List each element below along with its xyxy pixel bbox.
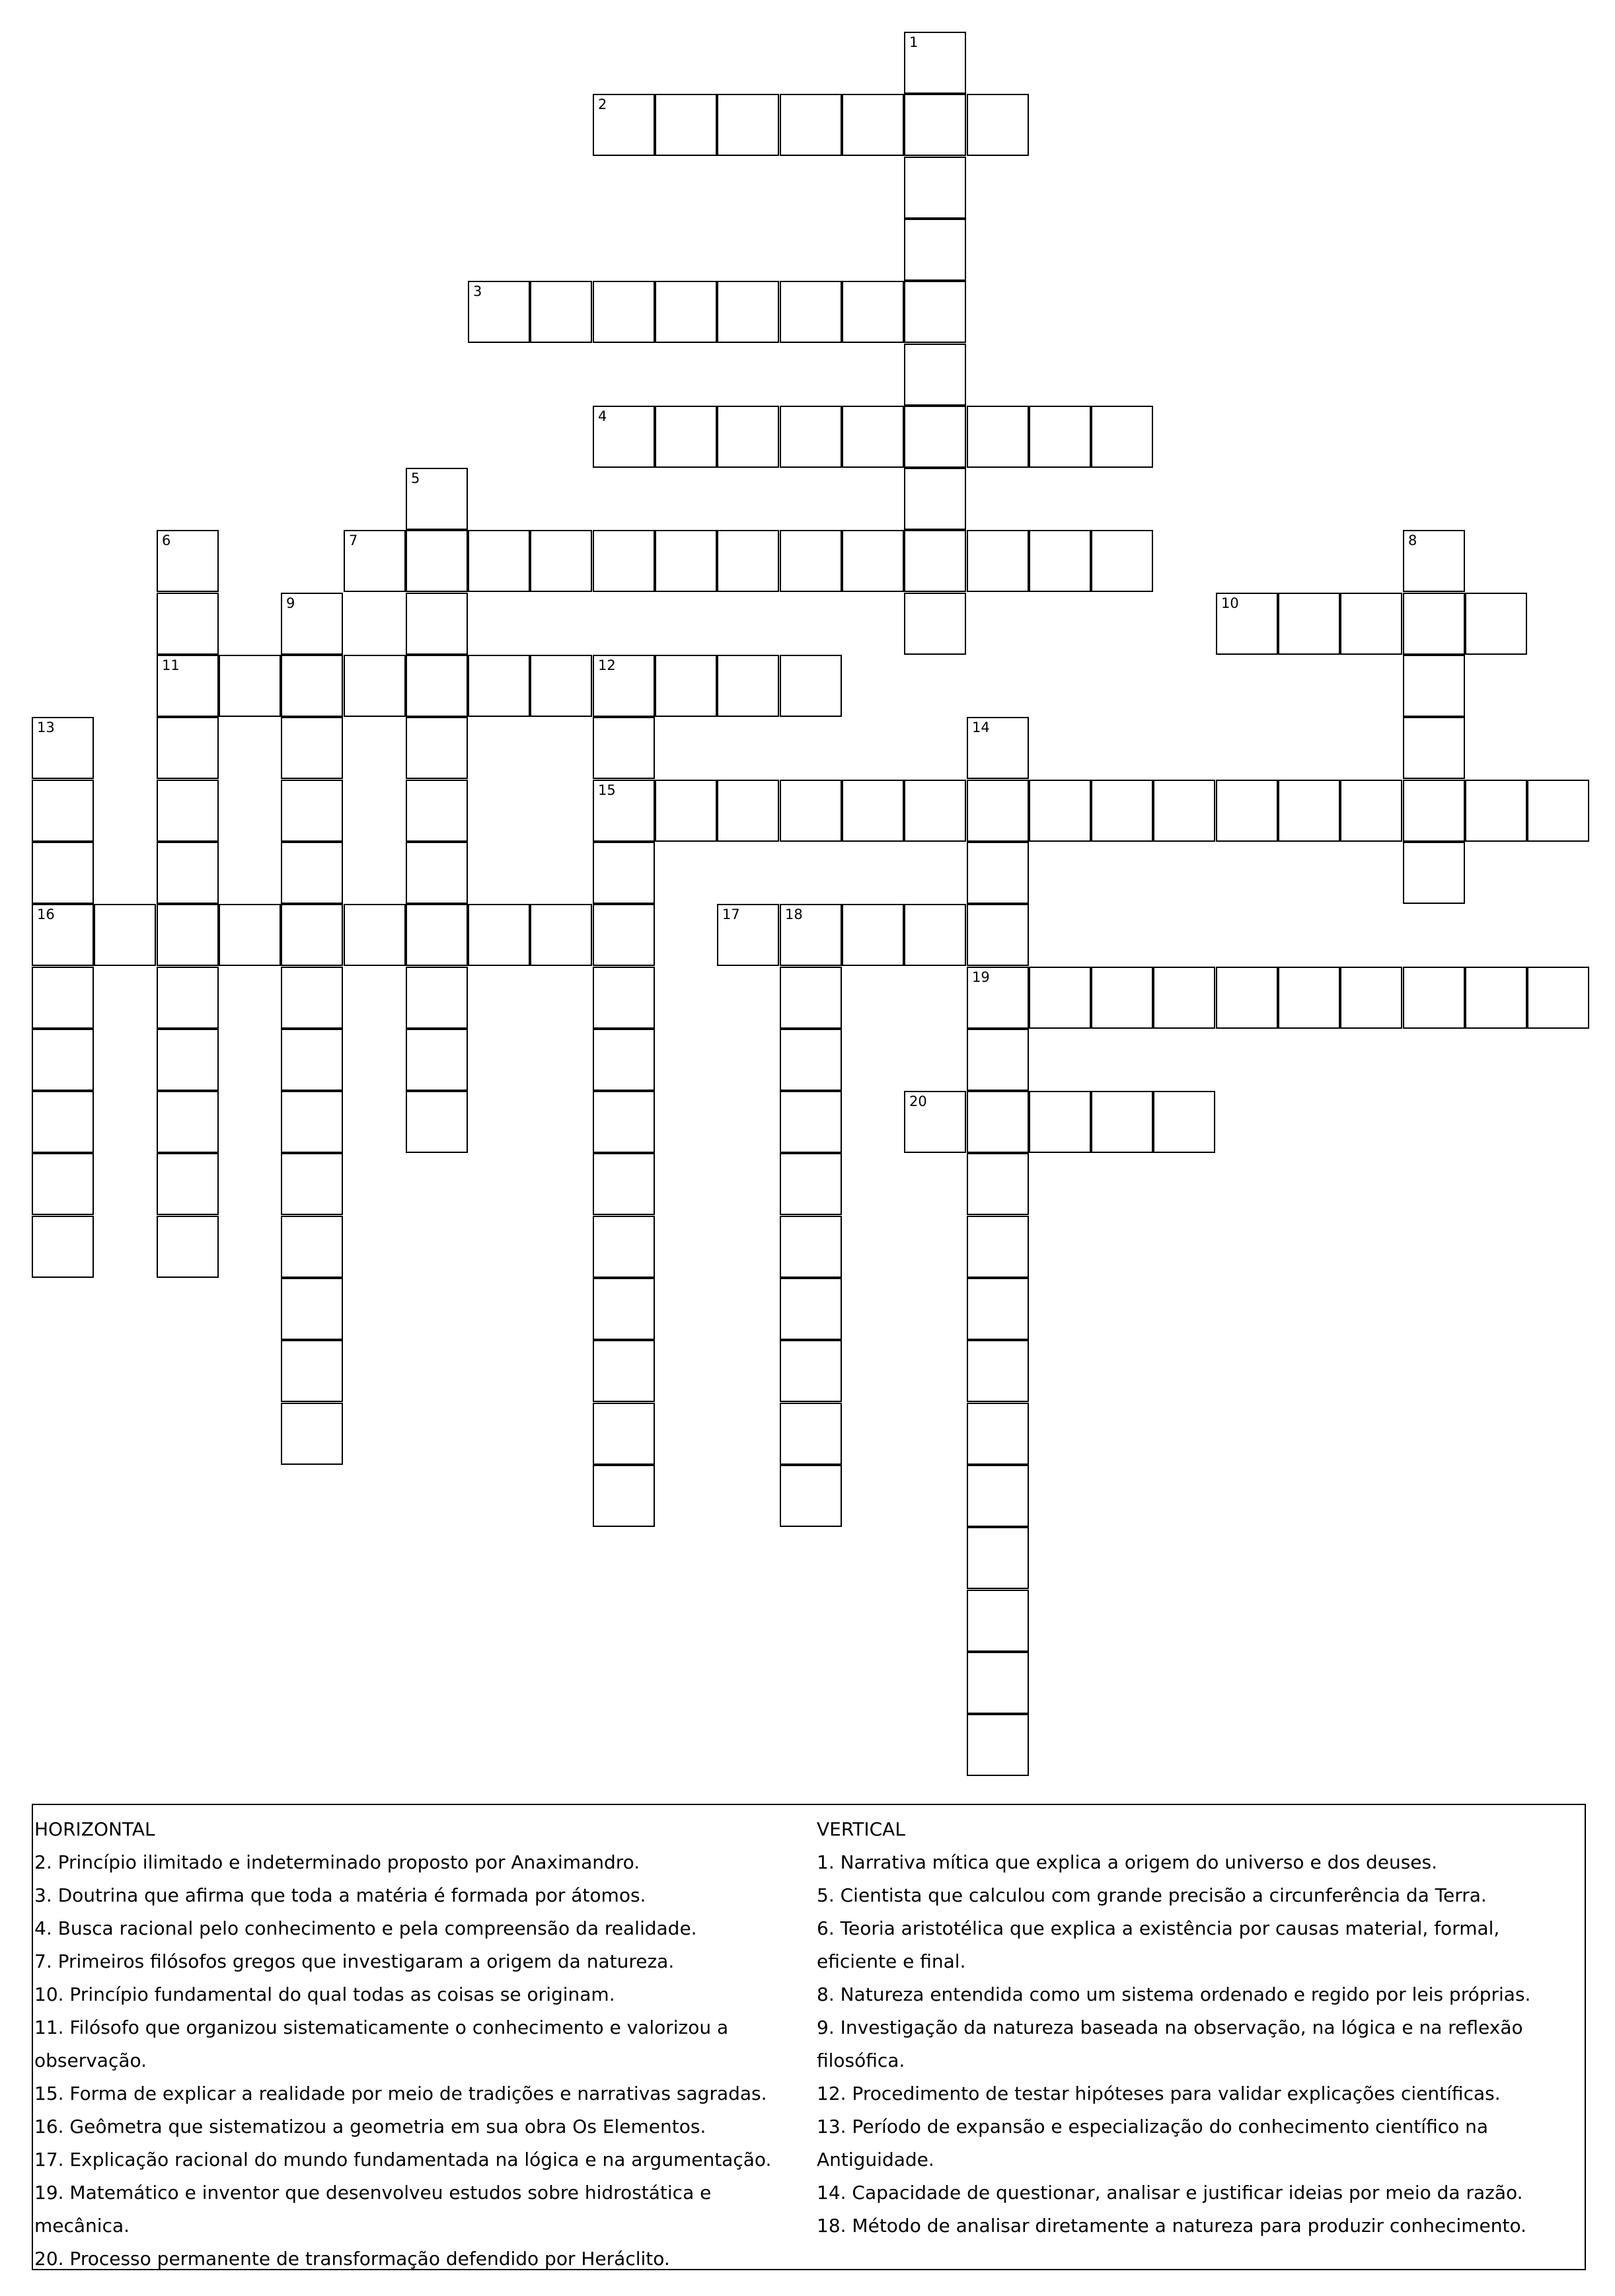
crossword-cell[interactable] bbox=[717, 655, 779, 717]
crossword-cell[interactable] bbox=[780, 1278, 842, 1340]
crossword-cell[interactable] bbox=[1091, 967, 1153, 1029]
clue-number: 5 bbox=[411, 470, 420, 486]
crossword-cell[interactable] bbox=[1278, 780, 1340, 842]
clue-number: 3 bbox=[473, 283, 482, 299]
crossword-cell[interactable] bbox=[406, 780, 468, 842]
clue-number: 15 bbox=[598, 782, 616, 798]
crossword-cell[interactable] bbox=[468, 655, 530, 717]
crossword-cell[interactable] bbox=[281, 1340, 343, 1402]
crossword-cell[interactable] bbox=[593, 967, 655, 1029]
crossword-cell[interactable] bbox=[593, 842, 655, 904]
clue-horizontal-15: 15. Forma de explicar a realidade por meio de tradições e narrativas sagradas. bbox=[34, 2083, 767, 2104]
crossword-cell[interactable] bbox=[967, 780, 1029, 842]
crossword-cell[interactable] bbox=[406, 717, 468, 779]
crossword-cell[interactable] bbox=[219, 904, 281, 966]
clue-vertical-6: 6. Teoria aristotélica que explica a existência por causas material, formal, eficiente e final. bbox=[817, 1917, 1500, 1972]
clues-box bbox=[32, 1804, 1586, 2270]
crossword-cell[interactable] bbox=[32, 842, 94, 904]
crossword-cell[interactable] bbox=[967, 530, 1029, 592]
crossword-cell[interactable] bbox=[468, 530, 530, 592]
clue-vertical-1: 1. Narrativa mítica que explica a origem do universo e dos deuses. bbox=[817, 1851, 1438, 1873]
clue-vertical-18: 18. Método de analisar diretamente a natureza para produzir conhecimento. bbox=[817, 2215, 1527, 2237]
crossword-cell[interactable] bbox=[1403, 717, 1465, 779]
crossword-cell[interactable] bbox=[593, 530, 655, 592]
crossword-cell[interactable] bbox=[32, 967, 94, 1029]
crossword-cell[interactable] bbox=[32, 780, 94, 842]
crossword-cell[interactable] bbox=[406, 655, 468, 717]
crossword-cell[interactable] bbox=[593, 1340, 655, 1402]
crossword-cell[interactable] bbox=[281, 1029, 343, 1091]
clue-vertical-14: 14. Capacidade de questionar, analisar e justificar ideias por meio da razão. bbox=[817, 2182, 1523, 2203]
crossword-cell[interactable] bbox=[593, 406, 655, 468]
crossword-cell[interactable] bbox=[967, 842, 1029, 904]
clue-horizontal-10: 10. Princípio fundamental do qual todas as coisas se originam. bbox=[34, 1983, 615, 2005]
clue-number: 4 bbox=[598, 408, 607, 424]
crossword-cell[interactable] bbox=[157, 904, 219, 966]
crossword-cell[interactable] bbox=[717, 780, 779, 842]
crossword-cell[interactable] bbox=[655, 530, 717, 592]
crossword-cell[interactable] bbox=[967, 717, 1029, 779]
crossword-cell[interactable] bbox=[530, 281, 592, 343]
crossword-cell[interactable] bbox=[904, 780, 966, 842]
crossword-cell[interactable] bbox=[780, 94, 842, 156]
crossword-cell[interactable] bbox=[157, 780, 219, 842]
crossword-cell[interactable] bbox=[406, 904, 468, 966]
crossword-cell[interactable] bbox=[1029, 967, 1091, 1029]
crossword-cell[interactable] bbox=[842, 904, 904, 966]
crossword-cell[interactable] bbox=[1403, 655, 1465, 717]
crossword-cell[interactable] bbox=[94, 904, 156, 966]
crossword-cell[interactable] bbox=[281, 780, 343, 842]
crossword-cell[interactable] bbox=[281, 1216, 343, 1278]
crossword-cell[interactable] bbox=[281, 1153, 343, 1215]
clue-horizontal-3: 3. Doutrina que afirma que toda a matéria é formada por átomos. bbox=[34, 1884, 646, 1906]
crossword-cell[interactable] bbox=[655, 655, 717, 717]
clue-number: 12 bbox=[598, 657, 616, 673]
clue-vertical-13: 13. Período de expansão e especialização do conhecimento científico na Antiguidade. bbox=[817, 2116, 1489, 2170]
crossword-cell[interactable] bbox=[904, 1091, 966, 1153]
crossword-cell[interactable] bbox=[219, 655, 281, 717]
crossword-cell[interactable] bbox=[406, 1029, 468, 1091]
crossword-cell[interactable] bbox=[593, 655, 655, 717]
clue-horizontal-19: 19. Matemático e inventor que desenvolveu estudos sobre hidrostática e mecânica. bbox=[34, 2182, 712, 2237]
crossword-cell[interactable] bbox=[904, 344, 966, 406]
vertical-title: VERTICAL bbox=[817, 1818, 905, 1840]
crossword-cell[interactable] bbox=[1403, 593, 1465, 655]
clue-number: 17 bbox=[722, 907, 740, 922]
clue-number: 9 bbox=[286, 595, 295, 611]
clue-number: 11 bbox=[162, 657, 180, 673]
crossword-cell[interactable] bbox=[1340, 780, 1402, 842]
crossword-cell[interactable] bbox=[967, 1652, 1029, 1714]
crossword-cell[interactable] bbox=[967, 1714, 1029, 1776]
crossword-cell[interactable] bbox=[406, 530, 468, 592]
crossword-cell[interactable] bbox=[1278, 593, 1340, 655]
crossword-cell[interactable] bbox=[593, 780, 655, 842]
crossword-cell[interactable] bbox=[780, 1091, 842, 1153]
crossword-cell[interactable] bbox=[780, 406, 842, 468]
crossword-cell[interactable] bbox=[655, 281, 717, 343]
crossword-cell[interactable] bbox=[281, 717, 343, 779]
clue-vertical-5: 5. Cientista que calculou com grande precisão a circunferência da Terra. bbox=[817, 1884, 1487, 1906]
clue-number: 14 bbox=[972, 720, 990, 735]
crossword-cell[interactable] bbox=[717, 530, 779, 592]
crossword-cell[interactable] bbox=[32, 1091, 94, 1153]
crossword-cell[interactable] bbox=[593, 1278, 655, 1340]
crossword-cell[interactable] bbox=[780, 1216, 842, 1278]
crossword-cell[interactable] bbox=[1465, 967, 1527, 1029]
crossword-cell[interactable] bbox=[967, 1590, 1029, 1652]
crossword-cell[interactable] bbox=[1029, 406, 1091, 468]
crossword-cell[interactable] bbox=[1153, 967, 1215, 1029]
crossword-cell[interactable] bbox=[1216, 593, 1278, 655]
crossword-cell[interactable] bbox=[904, 904, 966, 966]
clue-horizontal-17: 17. Explicação racional do mundo fundamentada na lógica e na argumentação. bbox=[34, 2149, 772, 2170]
crossword-cell[interactable] bbox=[468, 281, 530, 343]
crossword-cell[interactable] bbox=[157, 717, 219, 779]
crossword-cell[interactable] bbox=[967, 1153, 1029, 1215]
crossword-cell[interactable] bbox=[780, 780, 842, 842]
crossword-cell[interactable] bbox=[655, 780, 717, 842]
crossword-cell[interactable] bbox=[967, 1029, 1029, 1091]
crossword-cell[interactable] bbox=[1527, 967, 1589, 1029]
crossword-cell[interactable] bbox=[593, 281, 655, 343]
crossword-cell[interactable] bbox=[32, 904, 94, 966]
clue-number: 7 bbox=[349, 533, 358, 548]
crossword-cell[interactable] bbox=[1278, 967, 1340, 1029]
crossword-cell[interactable] bbox=[344, 655, 406, 717]
crossword-cell[interactable] bbox=[1403, 842, 1465, 904]
clue-horizontal-11: 11. Filósofo que organizou sistematicamente o conhecimento e valorizou a observação. bbox=[34, 2017, 729, 2071]
crossword-cell[interactable] bbox=[1091, 780, 1153, 842]
crossword-cell[interactable] bbox=[1029, 530, 1091, 592]
crossword-cell[interactable] bbox=[967, 1091, 1029, 1153]
clue-number: 6 bbox=[162, 533, 171, 548]
crossword-cell[interactable] bbox=[904, 593, 966, 655]
clue-vertical-12: 12. Procedimento de testar hipóteses para validar explicações científicas. bbox=[817, 2083, 1501, 2104]
crossword-cell[interactable] bbox=[967, 904, 1029, 966]
crossword-cell[interactable] bbox=[530, 530, 592, 592]
horizontal-title: HORIZONTAL bbox=[34, 1818, 155, 1840]
crossword-cell[interactable] bbox=[717, 904, 779, 966]
crossword-cell[interactable] bbox=[281, 1091, 343, 1153]
crossword-cell[interactable] bbox=[281, 655, 343, 717]
crossword-cell[interactable] bbox=[1029, 1091, 1091, 1153]
clue-number: 10 bbox=[1221, 595, 1239, 611]
crossword-cell[interactable] bbox=[593, 904, 655, 966]
crossword-cell[interactable] bbox=[32, 1153, 94, 1215]
crossword-cell[interactable] bbox=[655, 406, 717, 468]
crossword-cell[interactable] bbox=[1527, 780, 1589, 842]
crossword-cell[interactable] bbox=[157, 967, 219, 1029]
crossword-cell[interactable] bbox=[1340, 593, 1402, 655]
crossword-cell[interactable] bbox=[904, 530, 966, 592]
crossword-cell[interactable] bbox=[904, 281, 966, 343]
crossword-cell[interactable] bbox=[1340, 967, 1402, 1029]
crossword-cell[interactable] bbox=[780, 904, 842, 966]
crossword-cell[interactable] bbox=[157, 1216, 219, 1278]
crossword-cell[interactable] bbox=[967, 1465, 1029, 1527]
crossword-cell[interactable] bbox=[780, 655, 842, 717]
crossword-cell[interactable] bbox=[406, 468, 468, 530]
crossword-cell[interactable] bbox=[406, 967, 468, 1029]
crossword-cell[interactable] bbox=[1153, 780, 1215, 842]
crossword-cell[interactable] bbox=[1029, 780, 1091, 842]
crossword-cell[interactable] bbox=[1403, 780, 1465, 842]
clue-horizontal-20: 20. Processo permanente de transformação defendido por Heráclito. bbox=[34, 2248, 670, 2270]
crossword-cell[interactable] bbox=[904, 219, 966, 281]
horizontal-clues bbox=[34, 1813, 794, 2276]
crossword-cell[interactable] bbox=[593, 1091, 655, 1153]
vertical-clues bbox=[817, 1813, 1577, 2242]
crossword-cell[interactable] bbox=[157, 655, 219, 717]
crossword-cell[interactable] bbox=[967, 1527, 1029, 1589]
clue-number: 18 bbox=[785, 907, 803, 922]
crossword-cell[interactable] bbox=[780, 1340, 842, 1402]
crossword-cell[interactable] bbox=[655, 94, 717, 156]
clue-vertical-8: 8. Natureza entendida como um sistema ordenado e regido por leis próprias. bbox=[817, 1983, 1531, 2005]
crossword-cell[interactable] bbox=[717, 406, 779, 468]
crossword-cell[interactable] bbox=[32, 1029, 94, 1091]
crossword-cell[interactable] bbox=[281, 1278, 343, 1340]
crossword-cell[interactable] bbox=[468, 904, 530, 966]
crossword-cell[interactable] bbox=[593, 1465, 655, 1527]
crossword-cell[interactable] bbox=[157, 842, 219, 904]
crossword-cell[interactable] bbox=[530, 904, 592, 966]
clue-horizontal-16: 16. Geômetra que sistematizou a geometria em sua obra Os Elementos. bbox=[34, 2116, 706, 2137]
crossword-cell[interactable] bbox=[904, 94, 966, 156]
clue-number: 19 bbox=[972, 969, 990, 985]
crossword-cell[interactable] bbox=[157, 1153, 219, 1215]
clue-number: 13 bbox=[37, 720, 55, 735]
crossword-cell[interactable] bbox=[967, 1216, 1029, 1278]
crossword-cell[interactable] bbox=[717, 281, 779, 343]
crossword-cell[interactable] bbox=[32, 1216, 94, 1278]
crossword-cell[interactable] bbox=[344, 904, 406, 966]
clue-number: 8 bbox=[1408, 533, 1417, 548]
clue-number: 2 bbox=[598, 96, 607, 112]
crossword-cell[interactable] bbox=[593, 94, 655, 156]
crossword-cell[interactable] bbox=[32, 717, 94, 779]
crossword-cell[interactable] bbox=[281, 904, 343, 966]
clue-vertical-9: 9. Investigação da natureza baseada na observação, na lógica e na reflexão filosófica. bbox=[817, 2017, 1523, 2071]
clue-number: 16 bbox=[37, 907, 55, 922]
crossword-cell[interactable] bbox=[842, 281, 904, 343]
crossword-cell[interactable] bbox=[593, 1029, 655, 1091]
crossword-cell[interactable] bbox=[780, 530, 842, 592]
crossword-cell[interactable] bbox=[967, 1278, 1029, 1340]
crossword-cell[interactable] bbox=[780, 967, 842, 1029]
clue-horizontal-4: 4. Busca racional pelo conhecimento e pela compreensão da realidade. bbox=[34, 1917, 697, 1939]
clue-horizontal-2: 2. Princípio ilimitado e indeterminado proposto por Anaximandro. bbox=[34, 1851, 640, 1873]
crossword-cell[interactable] bbox=[904, 32, 966, 94]
crossword-cell[interactable] bbox=[281, 842, 343, 904]
crossword-cell[interactable] bbox=[1403, 530, 1465, 592]
crossword-cell[interactable] bbox=[780, 1029, 842, 1091]
crossword-cell[interactable] bbox=[157, 530, 219, 592]
clue-number: 1 bbox=[909, 34, 919, 50]
crossword-cell[interactable] bbox=[157, 1029, 219, 1091]
clue-number: 20 bbox=[909, 1093, 927, 1109]
crossword-cell[interactable] bbox=[1403, 967, 1465, 1029]
crossword-cell[interactable] bbox=[1153, 1091, 1215, 1153]
crossword-cell[interactable] bbox=[842, 780, 904, 842]
crossword-cell[interactable] bbox=[593, 717, 655, 779]
crossword-cell[interactable] bbox=[967, 967, 1029, 1029]
crossword-cell[interactable] bbox=[780, 1153, 842, 1215]
crossword-cell[interactable] bbox=[281, 1403, 343, 1465]
crossword-cell[interactable] bbox=[1465, 593, 1527, 655]
crossword-cell[interactable] bbox=[967, 1340, 1029, 1402]
crossword-cell[interactable] bbox=[406, 1091, 468, 1153]
crossword-cell[interactable] bbox=[967, 406, 1029, 468]
crossword-cell[interactable] bbox=[780, 281, 842, 343]
clue-horizontal-7: 7. Primeiros filósofos gregos que investigaram a origem da natureza. bbox=[34, 1950, 675, 1972]
crossword-cell[interactable] bbox=[780, 1465, 842, 1527]
crossword-cell[interactable] bbox=[904, 468, 966, 530]
crossword-cell[interactable] bbox=[780, 1403, 842, 1465]
crossword-cell[interactable] bbox=[842, 530, 904, 592]
crossword-cell[interactable] bbox=[593, 1216, 655, 1278]
crossword-cell[interactable] bbox=[1465, 780, 1527, 842]
crossword-cell[interactable] bbox=[157, 1091, 219, 1153]
crossword-cell[interactable] bbox=[1216, 780, 1278, 842]
crossword-cell[interactable] bbox=[1216, 967, 1278, 1029]
crossword-cell[interactable] bbox=[281, 593, 343, 655]
crossword-cell[interactable] bbox=[967, 1403, 1029, 1465]
crossword-cell[interactable] bbox=[717, 94, 779, 156]
crossword-cell[interactable] bbox=[281, 967, 343, 1029]
crossword-cell[interactable] bbox=[593, 1403, 655, 1465]
crossword-cell[interactable] bbox=[842, 94, 904, 156]
crossword-cell[interactable] bbox=[530, 655, 592, 717]
crossword-cell[interactable] bbox=[842, 406, 904, 468]
crossword-cell[interactable] bbox=[406, 593, 468, 655]
crossword-cell[interactable] bbox=[967, 94, 1029, 156]
crossword-cell[interactable] bbox=[904, 157, 966, 219]
crossword-cell[interactable] bbox=[406, 842, 468, 904]
crossword-cell[interactable] bbox=[1091, 530, 1153, 592]
crossword-cell[interactable] bbox=[157, 593, 219, 655]
crossword-cell[interactable] bbox=[1091, 1091, 1153, 1153]
crossword-cell[interactable] bbox=[1091, 406, 1153, 468]
crossword-cell[interactable] bbox=[904, 406, 966, 468]
crossword-cell[interactable] bbox=[593, 1153, 655, 1215]
crossword-cell[interactable] bbox=[344, 530, 406, 592]
